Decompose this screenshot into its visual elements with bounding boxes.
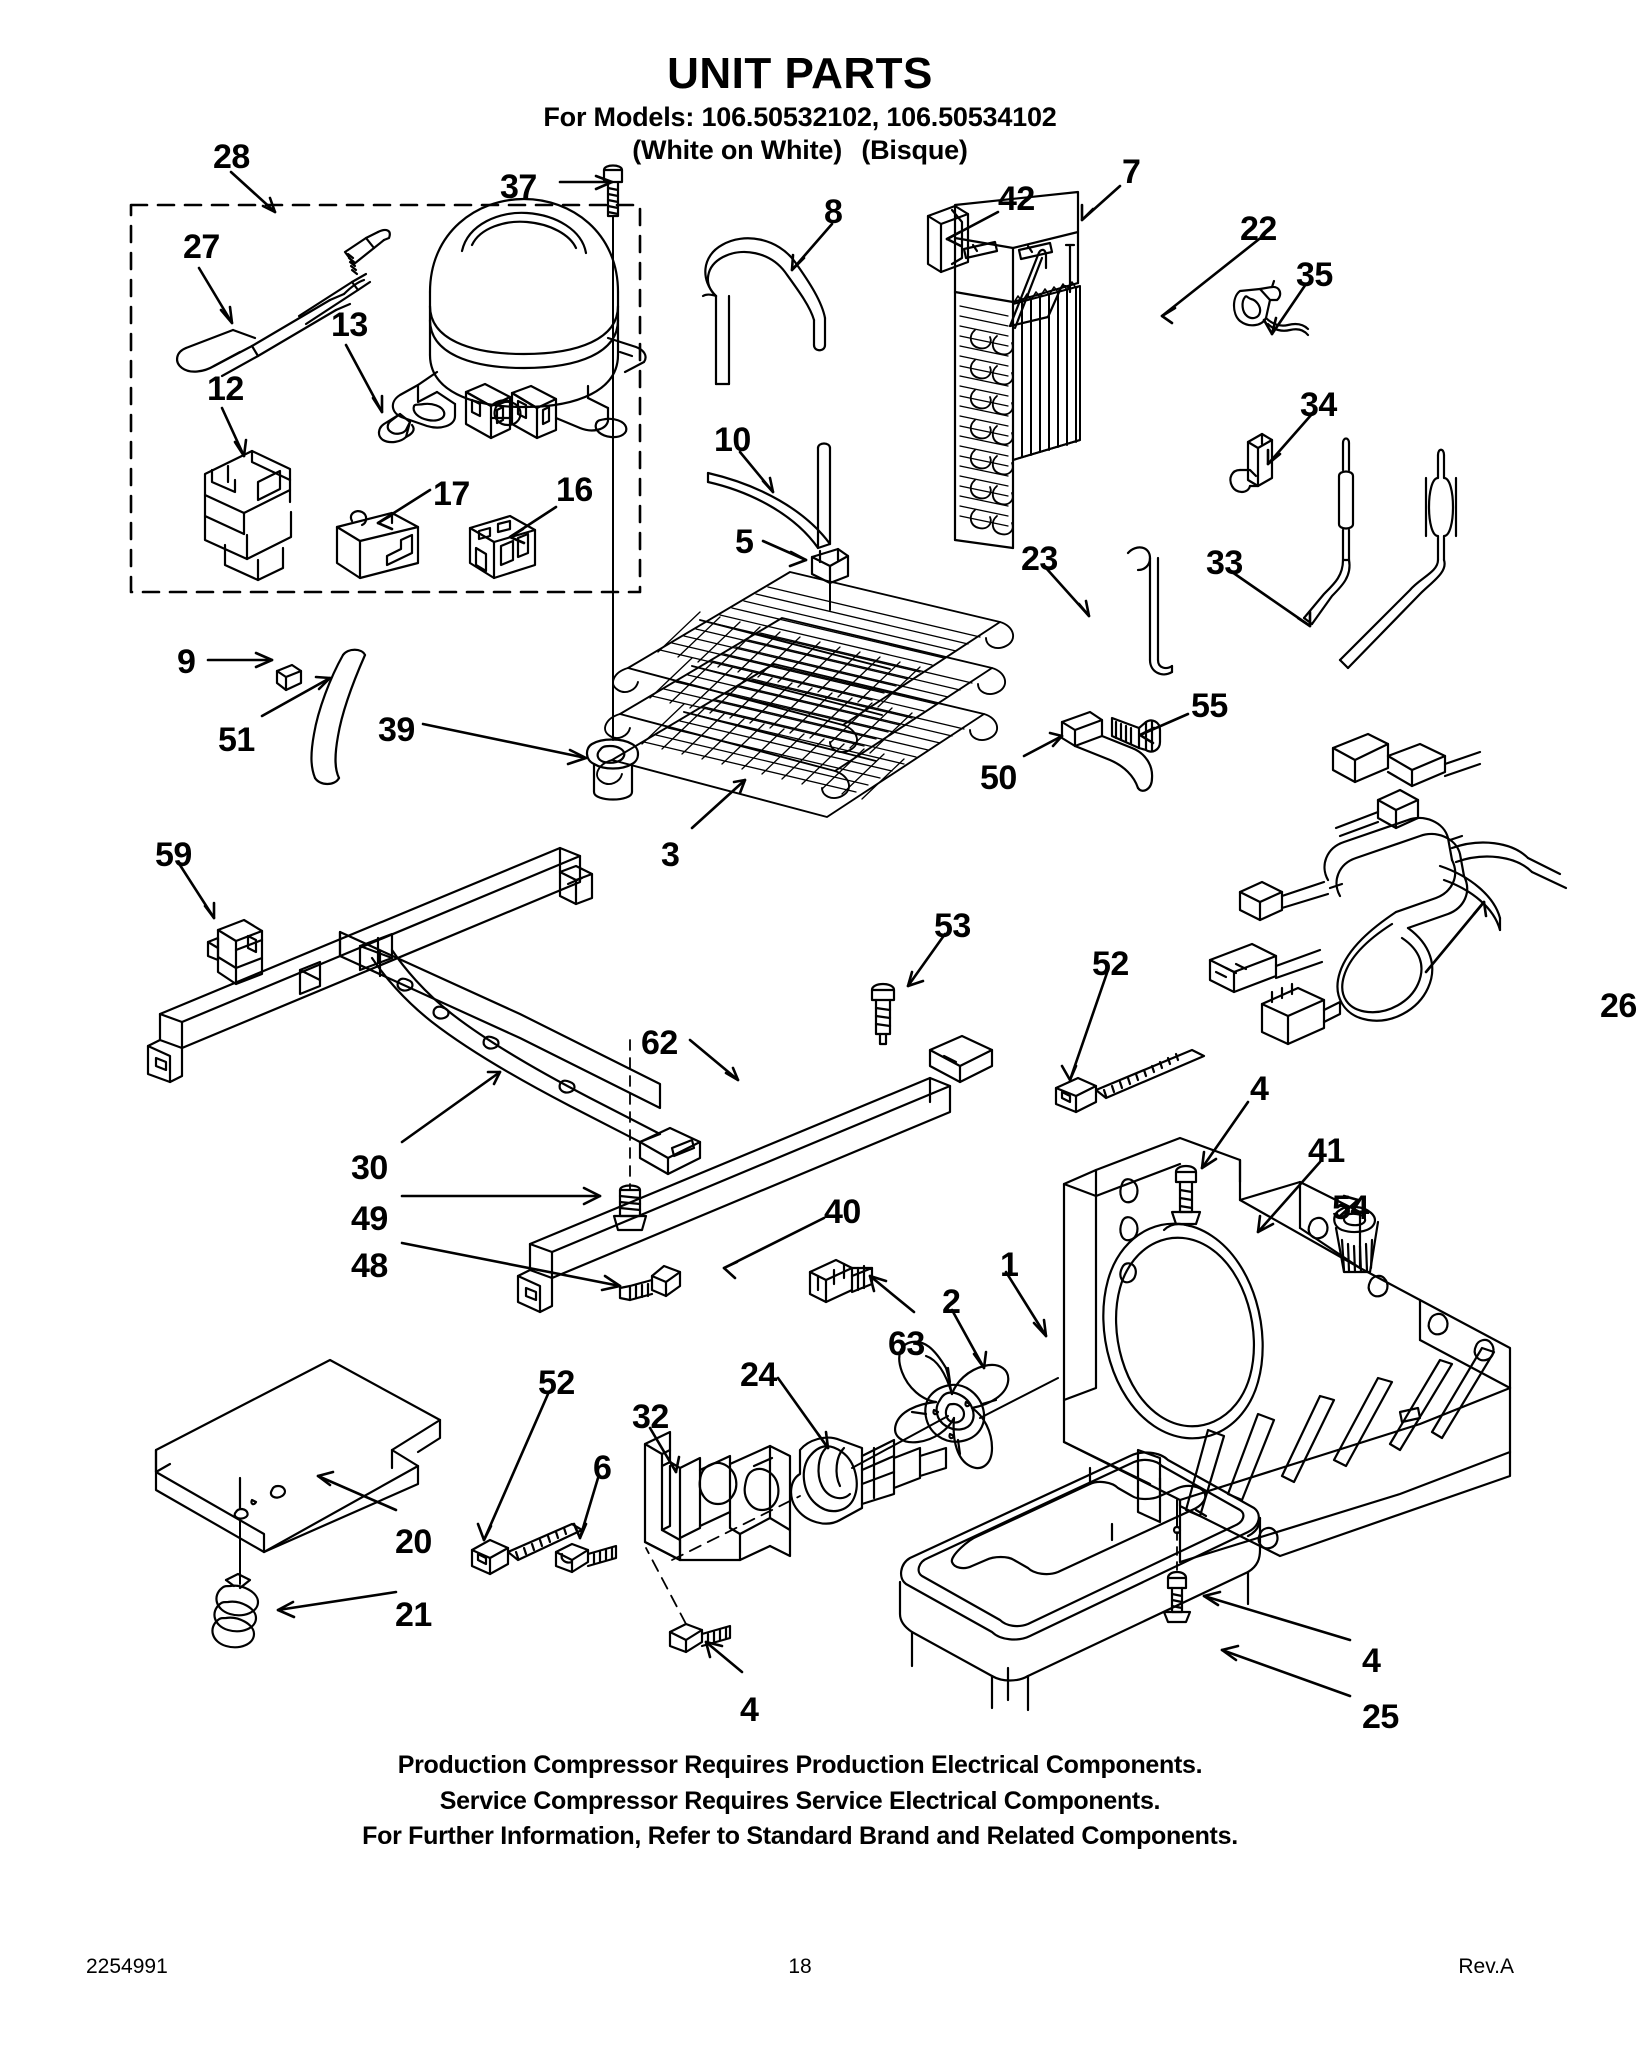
callout-number-26: 26 [1600, 987, 1637, 1025]
callout-number-33: 33 [1206, 544, 1243, 582]
callout-number-23: 23 [1021, 540, 1058, 578]
part-53-screw [872, 984, 894, 1044]
part-16-connector [470, 516, 535, 578]
callout-number-28: 28 [213, 138, 250, 176]
part-4-screw-upper [1172, 1166, 1200, 1224]
callout-number-51: 51 [218, 721, 255, 759]
callout-number-39: 39 [378, 711, 415, 749]
footnote-line-3: For Further Information, Refer to Standard Brand and Related Components. [362, 1822, 1238, 1850]
callout-leader-lines [178, 168, 1486, 1696]
part-6-screw [556, 1544, 616, 1572]
part-32-motor-bracket [645, 1432, 790, 1560]
callout-number-32: 32 [632, 1398, 669, 1436]
callout-number-6: 6 [593, 1449, 612, 1487]
callout-number-52: 52 [538, 1364, 575, 1402]
page-title: UNIT PARTS [667, 49, 933, 98]
document-number: 2254991 [86, 1955, 168, 1978]
callout-number-27: 27 [183, 228, 220, 266]
part-3-evaporator-coil [597, 572, 1013, 817]
callout-number-12: 12 [207, 370, 244, 408]
part-4-screw-drain-pan [1164, 1572, 1190, 1622]
compressor-assembly [393, 199, 646, 438]
part-4-screw-bottom-center [670, 1624, 730, 1652]
callout-number-59: 59 [155, 836, 192, 874]
part-1-41-fan-shroud [1064, 1138, 1510, 1562]
part-10-tube [708, 444, 830, 549]
callout-number-2: 2 [942, 1283, 961, 1321]
part-48-screw [620, 1266, 680, 1300]
callout-number-10: 10 [714, 421, 751, 459]
callout-number-35: 35 [1296, 256, 1333, 294]
callout-number-30: 30 [351, 1149, 388, 1187]
part-8-wire-form [703, 238, 825, 384]
callout-number-21: 21 [395, 1596, 432, 1634]
callout-number-48: 48 [351, 1247, 388, 1285]
part-7-22-condenser [955, 192, 1080, 548]
callout-number-62: 62 [641, 1024, 678, 1062]
color-variant-bisque: (Bisque) [861, 135, 968, 165]
callout-number-4: 4 [1250, 1070, 1269, 1108]
callout-number-53: 53 [934, 907, 971, 945]
page-footer [0, 1955, 1600, 1995]
callout-number-17: 17 [433, 475, 470, 513]
part-13-grommet [379, 414, 414, 442]
page-number: 18 [788, 1955, 812, 1978]
callout-number-5: 5 [735, 523, 754, 561]
footnote-line-2: Service Compressor Requires Service Electrical Components. [439, 1786, 1161, 1815]
callout-number-8: 8 [824, 193, 843, 231]
callout-number-20: 20 [395, 1523, 432, 1561]
part-30-40-base-frame [148, 848, 992, 1312]
part-12-relay [205, 451, 291, 580]
part-55-screw [1112, 718, 1160, 752]
part-33-terminal-pins [1304, 439, 1456, 669]
part-51-hose [311, 650, 365, 784]
callout-number-54: 54 [1332, 1189, 1369, 1227]
part-26-wire-harness [1210, 734, 1566, 1044]
callout-number-7: 7 [1122, 153, 1141, 191]
color-variant-white: (White on White) [632, 135, 843, 165]
revision-label: Rev.A [1458, 1955, 1514, 1978]
callout-number-34: 34 [1300, 386, 1337, 424]
part-25-drain-pan [900, 1453, 1260, 1710]
callout-number-50: 50 [980, 759, 1017, 797]
callout-number-4: 4 [1362, 1642, 1381, 1680]
callout-number-63: 63 [888, 1325, 925, 1363]
models-line: For Models: 106.50532102, 106.50534102 [543, 102, 1057, 132]
callout-number-41: 41 [1308, 1132, 1345, 1170]
part-50-bracket [1062, 712, 1152, 791]
callout-number-49: 49 [351, 1200, 388, 1238]
part-34-clip [1230, 434, 1272, 492]
callout-number-22: 22 [1240, 210, 1277, 248]
part-63-nut [810, 1260, 872, 1302]
callout-number-55: 55 [1191, 687, 1228, 725]
callout-number-24: 24 [740, 1356, 777, 1394]
callout-number-16: 16 [556, 471, 593, 509]
callout-number-25: 25 [1362, 1698, 1399, 1736]
footnote-line-1: Production Compressor Requires Production Electrical Components. [397, 1751, 1203, 1779]
callout-number-3: 3 [661, 836, 680, 874]
compressor-footnote [0, 1748, 1600, 1855]
part-37-bolt [604, 166, 622, 217]
callout-number-4: 4 [740, 1691, 759, 1729]
callout-number-40: 40 [824, 1193, 861, 1231]
part-21-spring [212, 1574, 258, 1647]
callout-number-37: 37 [500, 168, 537, 206]
part-9-bushing [277, 665, 301, 690]
callout-number-1: 1 [1000, 1246, 1019, 1284]
callout-number-42: 42 [998, 180, 1035, 218]
callout-number-52: 52 [1092, 945, 1129, 983]
part-23-wire-hook [1128, 547, 1172, 674]
callout-number-9: 9 [177, 643, 196, 681]
part-17-terminal-block [337, 511, 418, 578]
part-24-condenser-fan-motor [791, 1438, 946, 1524]
callout-number-13: 13 [331, 306, 368, 344]
